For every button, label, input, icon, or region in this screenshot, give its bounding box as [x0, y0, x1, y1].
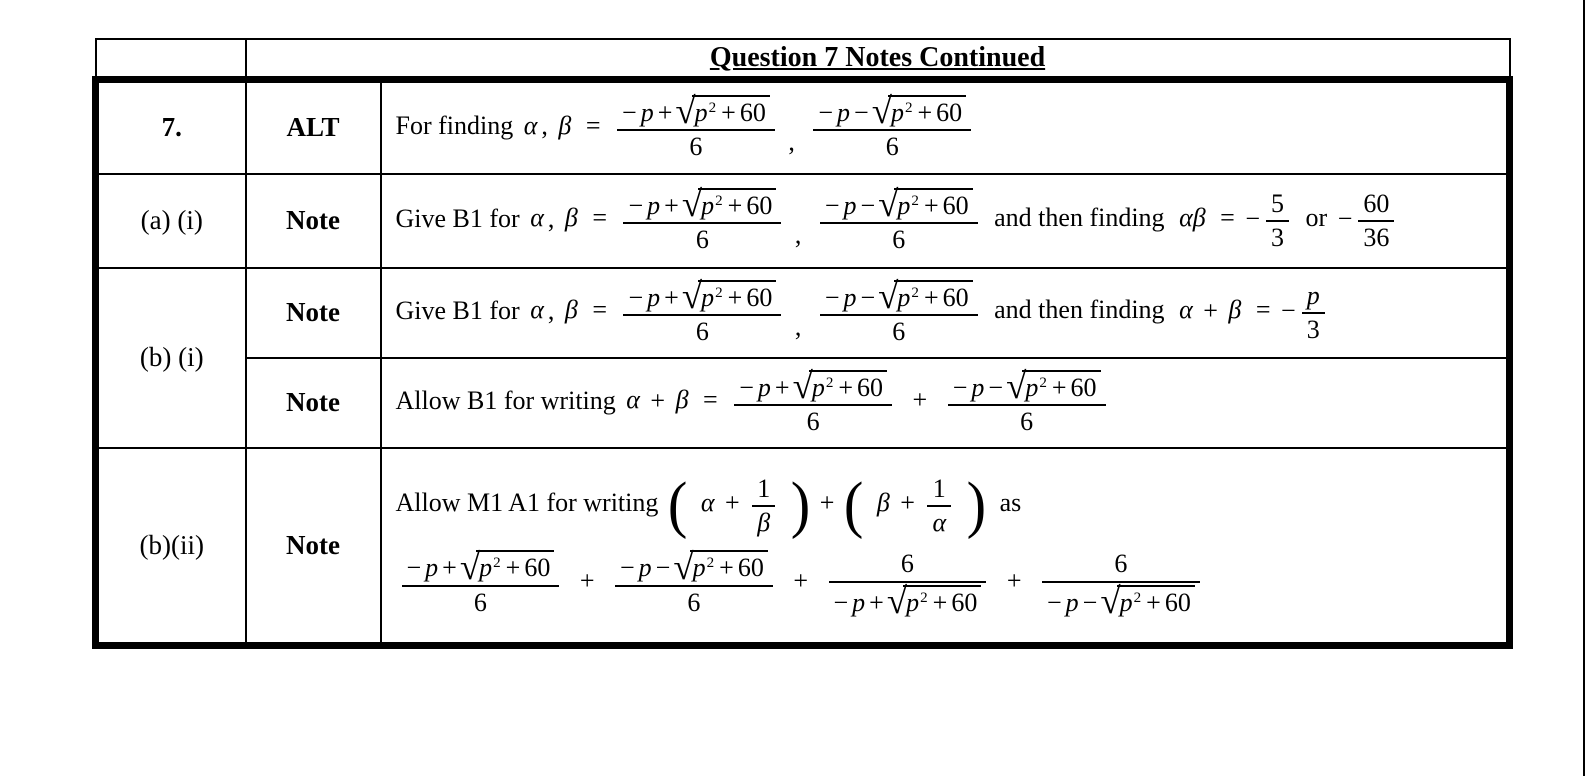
p-var: p	[647, 282, 661, 312]
row-label: 7.	[96, 80, 246, 174]
beta-var: β	[564, 295, 578, 325]
sqrt	[681, 183, 776, 225]
exponent-two: 2	[825, 374, 834, 391]
sqrt	[878, 275, 972, 317]
alpha-var: α	[932, 507, 947, 537]
radical-icon: √	[792, 365, 813, 407]
p-var: p	[640, 97, 654, 127]
comma: ,	[794, 311, 802, 341]
beta-var: β	[876, 488, 890, 518]
row-b-i	[96, 268, 1510, 358]
beta-var: β	[1228, 295, 1242, 325]
fraction-root-plus	[623, 183, 781, 254]
denominator	[887, 318, 910, 345]
radicand	[1022, 370, 1100, 401]
row-b-ii	[96, 448, 1510, 646]
note-tag: Note	[246, 174, 381, 268]
six: 6	[695, 225, 709, 254]
three: 3	[1306, 315, 1320, 344]
six: 6	[1114, 549, 1128, 579]
numerator	[734, 365, 892, 407]
radicand	[698, 188, 776, 219]
radicand	[894, 188, 972, 219]
denominator	[927, 509, 951, 536]
numerator	[1266, 190, 1289, 217]
minus-sign: −	[818, 97, 834, 127]
fraction-bar	[402, 585, 560, 587]
fraction-root-plus	[402, 545, 560, 617]
numerator	[896, 550, 919, 577]
p-var: p	[425, 553, 439, 583]
page-right-edge-line	[1583, 0, 1585, 776]
six: 6	[687, 587, 701, 617]
reciprocal-fraction-minus	[1042, 549, 1200, 622]
denominator	[684, 133, 707, 160]
comma: ,	[541, 110, 548, 140]
alpha-var: α	[1179, 295, 1193, 325]
plus-sign: +	[869, 587, 884, 617]
p-var: p	[843, 190, 857, 220]
six: 6	[900, 549, 914, 579]
minus-sign: −	[406, 553, 422, 583]
comma: ,	[547, 295, 555, 325]
lead-text: For finding	[395, 110, 514, 140]
p-var: p	[843, 282, 857, 312]
radicand	[903, 585, 981, 616]
plus-sign: +	[819, 488, 835, 518]
header-row	[96, 39, 1510, 80]
radical-icon: √	[878, 183, 899, 225]
fraction-bar	[1302, 312, 1325, 314]
b-i-note2-text	[381, 358, 1510, 448]
equals-sign: =	[585, 110, 601, 140]
minus-sign: −	[628, 282, 644, 312]
p-var: p	[1119, 587, 1133, 617]
minus-sign: −	[1337, 203, 1353, 233]
minus-sign: −	[620, 553, 635, 583]
radical-icon: √	[675, 90, 696, 132]
six: 6	[473, 587, 487, 617]
plus-sign: +	[1006, 566, 1022, 596]
sixty: 60	[746, 190, 773, 220]
exponent-two: 2	[493, 555, 501, 572]
fraction-one-over-beta	[752, 475, 775, 537]
numerator	[948, 365, 1106, 407]
plus-sign: +	[442, 553, 457, 583]
minus-sign: −	[655, 553, 671, 583]
exponent-two: 2	[1039, 374, 1047, 391]
numerator	[1302, 282, 1325, 309]
p-var: p	[647, 190, 661, 220]
sixty: 60	[524, 553, 551, 583]
p-var: p	[1025, 372, 1039, 402]
radical-icon: √	[681, 275, 703, 317]
radicand	[1117, 585, 1195, 616]
radicand	[809, 370, 887, 401]
sqrt	[459, 545, 554, 587]
sixty: 60	[942, 190, 969, 220]
fraction-root-plus	[734, 365, 892, 436]
fraction-bar	[623, 222, 781, 224]
minus-sign: −	[988, 372, 1004, 402]
equals-sign: =	[592, 203, 607, 233]
equals-sign: =	[1255, 295, 1271, 325]
plus-sign: +	[774, 372, 790, 402]
plus-sign: +	[923, 282, 939, 312]
alpha-var: α	[530, 295, 544, 325]
comma: ,	[547, 203, 555, 233]
as-text: as	[999, 488, 1022, 518]
radicand	[690, 550, 768, 581]
sqrt	[886, 580, 981, 622]
lead-text: Give B1 for	[395, 203, 520, 233]
note-tag: Note	[246, 268, 381, 358]
fraction-one-over-alpha	[927, 475, 951, 537]
p-var: p	[757, 372, 771, 402]
radicand	[476, 550, 554, 581]
plus-sign: +	[793, 566, 808, 596]
plus-sign: +	[505, 553, 521, 583]
radicand	[692, 95, 770, 126]
sixty: 60	[746, 282, 773, 312]
plus-sign: +	[912, 385, 928, 415]
lead-text: Allow B1 for writing	[395, 385, 616, 415]
question-7-notes-table	[92, 38, 1513, 649]
denominator	[469, 589, 492, 616]
beta-var: β	[757, 507, 771, 537]
denominator	[1266, 224, 1289, 251]
b-ii-line1: Allow M1 A1 for writing ( α + $\frac{1}{\beta}$ ) + ( β + $\frac{1}{\alpha}$ ) as	[395, 469, 1022, 541]
fraction-bar	[927, 505, 951, 507]
p-var: p	[692, 553, 706, 583]
fraction-five-thirds	[1266, 190, 1289, 252]
minus-sign: −	[824, 282, 840, 312]
plus-sign: +	[719, 553, 734, 583]
plus-sign: +	[725, 488, 740, 518]
radical-icon: √	[681, 183, 703, 225]
fraction-bar	[1266, 220, 1289, 222]
minus-sign: −	[622, 97, 637, 127]
fraction-bar	[623, 314, 781, 316]
row-label: (b)(ii)	[96, 448, 246, 646]
fraction-bar	[820, 314, 978, 316]
numerator	[820, 183, 978, 225]
fraction-root-minus	[615, 545, 773, 617]
p-var: p	[701, 190, 715, 220]
sqrt	[1006, 365, 1100, 407]
mid-text: and then finding	[994, 295, 1165, 325]
note-tag: Note	[246, 358, 381, 448]
numerator	[1109, 550, 1132, 577]
fraction-bar	[752, 505, 775, 507]
denominator	[1358, 224, 1394, 251]
fraction-bar	[820, 222, 978, 224]
sqrt	[792, 365, 887, 407]
denominator	[691, 318, 714, 345]
fraction-root-plus	[617, 90, 775, 162]
p-var: p	[906, 587, 920, 617]
a-i-note-text	[381, 174, 1510, 268]
mid-text: and then finding	[994, 203, 1165, 233]
fraction-bar	[813, 129, 971, 131]
sixty: 60	[739, 97, 766, 127]
alpha-var: α	[523, 110, 538, 140]
minus-sign: −	[1245, 203, 1261, 233]
minus-sign: −	[860, 190, 876, 220]
row-b-i-note2	[96, 358, 1510, 448]
fraction-sixty-thirtysix	[1358, 190, 1394, 252]
minus-sign: −	[739, 372, 754, 402]
denominator	[802, 408, 825, 435]
alpha-beta-product: αβ	[1179, 203, 1206, 233]
sixty: 60	[942, 282, 969, 312]
alt-tag: ALT	[246, 80, 381, 174]
exponent-two: 2	[1133, 589, 1142, 606]
six: 6	[892, 225, 906, 254]
sixty: 60	[857, 372, 884, 402]
denominator	[1302, 316, 1325, 343]
minus-sign: −	[1047, 587, 1062, 617]
sqrt	[681, 275, 776, 317]
plus-sign: +	[727, 282, 743, 312]
radical-icon: √	[1006, 365, 1027, 407]
minus-sign: −	[854, 97, 869, 127]
sixty: 60	[1164, 587, 1191, 617]
b-i-note-text	[381, 268, 1510, 358]
fraction-bar	[734, 404, 892, 406]
fraction-bar	[948, 404, 1106, 406]
numerator	[928, 475, 951, 502]
minus-sign: −	[952, 372, 968, 402]
fraction-p-thirds	[1302, 282, 1325, 344]
six: 6	[695, 317, 709, 346]
numerator	[752, 475, 775, 502]
sixty: 60	[936, 97, 963, 127]
header-empty-cell	[96, 39, 246, 80]
p-var: p	[971, 372, 985, 402]
exponent-two: 2	[920, 589, 928, 606]
exponent-two: 2	[715, 192, 723, 209]
exponent-two: 2	[706, 555, 715, 572]
plus-sign: +	[664, 282, 679, 312]
minus-sign: −	[1082, 587, 1098, 617]
beta-var: β	[675, 385, 689, 415]
beta-var: β	[558, 110, 572, 140]
fraction-bar	[1358, 220, 1394, 222]
p-var: p	[897, 282, 911, 312]
p-var: p	[694, 97, 708, 127]
equals-sign: =	[703, 385, 718, 415]
sixty: 60	[737, 553, 764, 583]
comma: ,	[794, 219, 802, 249]
six: 6	[806, 407, 820, 436]
exponent-two: 2	[904, 100, 913, 117]
plus-sign: +	[664, 190, 679, 220]
p-var: p	[479, 553, 493, 583]
plus-sign: +	[900, 488, 915, 518]
denominator	[1042, 580, 1200, 622]
exponent-two: 2	[911, 284, 919, 301]
p-var: p	[638, 553, 652, 583]
denominator	[887, 226, 910, 253]
six: 6	[1020, 407, 1034, 436]
lead-text: Give B1 for	[395, 295, 520, 325]
plus-sign: +	[917, 97, 933, 127]
p-var: p	[1065, 587, 1079, 617]
plus-sign: +	[650, 385, 666, 415]
sqrt	[871, 90, 966, 132]
p-var: p	[811, 372, 825, 402]
p-var: p	[897, 190, 911, 220]
or-text: or	[1305, 203, 1328, 233]
sixty: 60	[1070, 372, 1097, 402]
p-var: p	[701, 282, 715, 312]
exponent-two: 2	[715, 284, 723, 301]
numerator	[623, 183, 781, 225]
sqrt	[878, 183, 972, 225]
plus-sign: +	[727, 190, 743, 220]
one: 1	[757, 473, 771, 503]
radical-icon: √	[871, 90, 892, 132]
numerator	[617, 90, 775, 132]
denominator	[1015, 408, 1038, 435]
comma: ,	[788, 126, 795, 156]
b-ii-note-text	[381, 448, 1510, 646]
equals-sign: =	[1220, 203, 1235, 233]
alpha-var: α	[530, 203, 544, 233]
plus-sign: +	[838, 372, 854, 402]
row-label: (b) (i)	[96, 268, 246, 448]
plus-sign: +	[1146, 587, 1161, 617]
p-var: p	[837, 97, 851, 127]
beta-var: β	[564, 203, 578, 233]
sixty: 60	[951, 587, 978, 617]
fraction-root-minus	[948, 365, 1106, 436]
alpha-var: α	[626, 385, 640, 415]
radicand	[888, 95, 966, 126]
radical-icon: √	[459, 545, 481, 587]
p-var: p	[852, 587, 866, 617]
sqrt	[1100, 580, 1194, 622]
row-7-alt	[96, 80, 1510, 174]
p-var: p	[1306, 280, 1320, 310]
plus-sign: +	[657, 97, 673, 127]
fraction-bar	[617, 129, 775, 131]
minus-sign: −	[860, 282, 876, 312]
denominator	[881, 133, 904, 160]
minus-sign: −	[833, 587, 849, 617]
lead-text: Allow M1 A1 for writing	[395, 488, 659, 518]
row-a-i	[96, 174, 1510, 268]
radical-icon: √	[886, 580, 908, 622]
sixty: 60	[1363, 188, 1390, 218]
thirty-six: 36	[1363, 223, 1390, 252]
fraction-root-plus	[623, 275, 781, 346]
numerator	[402, 545, 560, 587]
fraction-root-minus	[820, 183, 978, 254]
one: 1	[932, 473, 946, 503]
fraction-root-minus	[820, 275, 978, 346]
plus-sign: +	[721, 97, 736, 127]
minus-sign: −	[628, 190, 644, 220]
numerator	[813, 90, 971, 132]
minus-sign: −	[1281, 295, 1296, 325]
five: 5	[1271, 188, 1285, 218]
plus-sign: +	[932, 587, 948, 617]
plus-sign: +	[579, 566, 595, 596]
numerator	[615, 545, 773, 587]
denominator	[682, 589, 705, 616]
six: 6	[885, 132, 899, 162]
denominator	[691, 226, 714, 253]
radical-icon: √	[1100, 580, 1121, 622]
fraction-root-minus	[813, 90, 971, 162]
radicand	[894, 280, 972, 311]
b-ii-line2	[396, 545, 1499, 622]
exponent-two: 2	[708, 100, 717, 117]
row-label: (a) (i)	[96, 174, 246, 268]
exponent-two: 2	[911, 192, 919, 209]
fraction-bar	[829, 581, 987, 583]
note-tag: Note	[246, 448, 381, 646]
alpha-var: α	[700, 488, 715, 518]
six: 6	[892, 317, 906, 346]
reciprocal-fraction-plus	[829, 549, 987, 622]
radicand	[698, 280, 776, 311]
plus-sign: +	[923, 190, 939, 220]
radical-icon: √	[878, 275, 899, 317]
sqrt	[673, 545, 767, 587]
p-var: p	[890, 97, 904, 127]
plus-sign: +	[1051, 372, 1067, 402]
equals-sign: =	[592, 295, 607, 325]
numerator	[820, 275, 978, 317]
numerator	[1358, 190, 1394, 217]
three: 3	[1271, 223, 1285, 252]
sqrt	[675, 90, 769, 132]
table-title: Question 7 Notes Continued	[246, 39, 1510, 80]
alt-note-text	[381, 80, 1510, 174]
six: 6	[689, 132, 703, 162]
minus-sign: −	[824, 190, 840, 220]
numerator	[623, 275, 781, 317]
denominator	[829, 580, 987, 622]
plus-sign: +	[1203, 295, 1218, 325]
fraction-bar	[615, 585, 773, 587]
radical-icon: √	[673, 545, 694, 587]
denominator	[752, 509, 775, 536]
